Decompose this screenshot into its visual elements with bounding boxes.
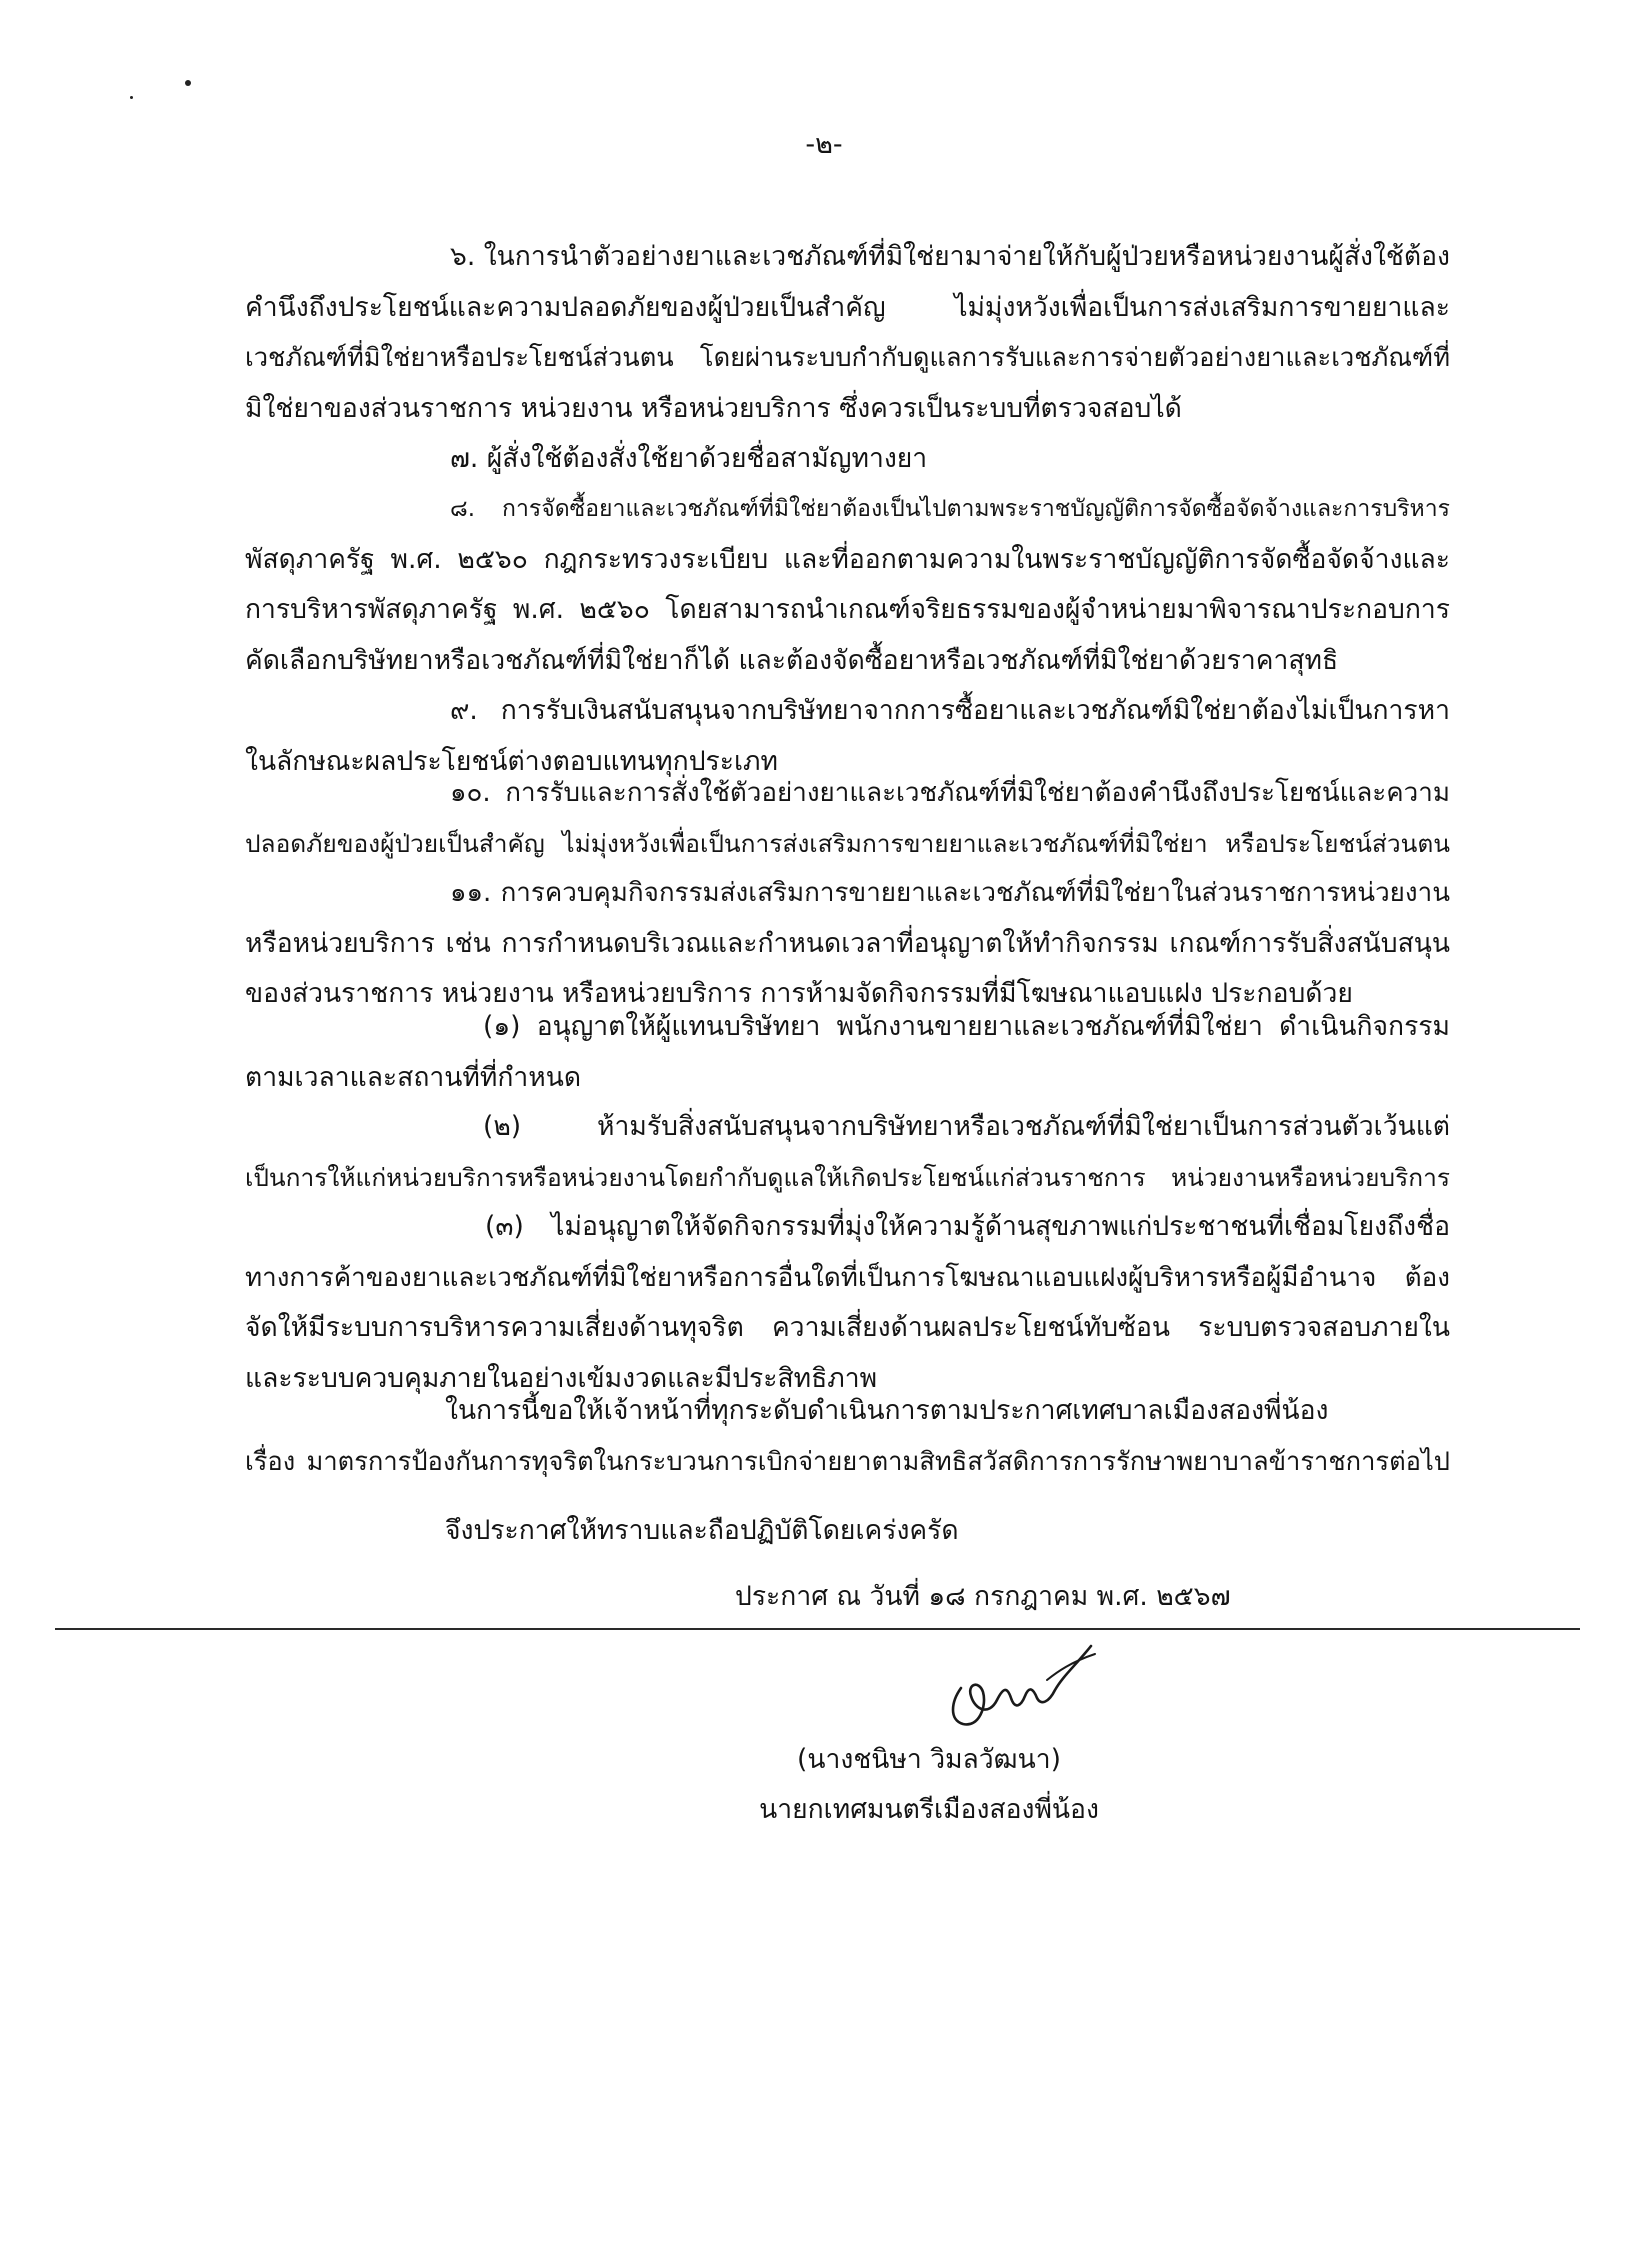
clause-line: การบริหารพัสดุภาครัฐ พ.ศ. ๒๕๖๐ โดยสามารถนำเกณฑ์จริยธรรมของผู้จำหน่ายมาพิจารณาประกอบการ — [245, 594, 1450, 625]
clause-line: ๑๐. การรับและการสั่งใช้ตัวอย่างยาและเวชภัณฑ์ที่มิใช่ยาต้องคำนึงถึงประโยชน์และความ — [450, 778, 1450, 808]
clause-line: (๓) ไม่อนุญาตให้จัดกิจกรรมที่มุ่งให้ความรู้ด้านสุขภาพแก่ประชาชนที่เชื่อมโยงถึงชื่อ — [485, 1211, 1450, 1242]
scan-speck — [185, 80, 191, 86]
clause-11-item-3 — [245, 1202, 1450, 1404]
handwritten-signature — [945, 1640, 1105, 1735]
clause-line: จัดให้มีระบบการบริหารความเสี่ยงด้านทุจริต ความเสี่ยงด้านผลประโยชน์ทับซ้อน ระบบตรวจสอบภายใน — [245, 1312, 1450, 1343]
clause-line: ๑๑. การควบคุมกิจกรรมส่งเสริมการขายยาและเวชภัณฑ์ที่มิใช่ยาในส่วนราชการหน่วยงาน — [450, 878, 1450, 908]
clause-line: หรือหน่วยบริการ เช่น การกำหนดบริเวณและกำหนดเวลาที่อนุญาตให้ทำกิจกรรม เกณฑ์การรับสิ่งสนับสนุน — [245, 927, 1450, 959]
closing-line: จึงประกาศให้ทราบและถือปฏิบัติโดยเคร่งครัด — [445, 1515, 959, 1546]
clause-line: เวชภัณฑ์ที่มิใช่ยาหรือประโยชน์ส่วนตน โดยผ่านระบบกำกับดูแลการรับและการจ่ายตัวอย่างยาและเวชภัณฑ์ที่ — [245, 343, 1450, 373]
announcement-date: ประกาศ ณ วันที่ ๑๘ กรกฎาคม พ.ศ. ๒๕๖๗ — [735, 1581, 1231, 1612]
horizontal-rule — [55, 1628, 1580, 1630]
clause-line: ๙. การรับเงินสนับสนุนจากบริษัทยาจากการซื้อยาและเวชภัณฑ์มิใช่ยาต้องไม่เป็นการหา — [450, 695, 1450, 726]
clause-line: ๘. การจัดซื้อยาและเวชภัณฑ์ที่มิใช่ยาต้องเป็นไปตามพระราชบัญญัติการจัดซื้อจัดจ้างและการบริหาร — [450, 496, 1450, 522]
clause-6 — [245, 232, 1450, 434]
clause-line: ๖. ในการนำตัวอย่างยาและเวชภัณฑ์ที่มิใช่ยามาจ่ายให้กับผู้ป่วยหรือหน่วยงานผู้สั่งใช้ต้อง — [450, 241, 1450, 272]
closing-line: ในการนี้ขอให้เจ้าหน้าที่ทุกระดับดำเนินการตามประกาศเทศบาลเมืองสองพี่น้อง — [445, 1395, 1329, 1426]
clause-line: ในลักษณะผลประโยชน์ต่างตอบแทนทุกประเภท — [245, 745, 778, 777]
closing-announcement — [245, 1506, 1450, 1557]
clause-7 — [245, 434, 1450, 485]
closing-line: เรื่อง มาตรการป้องกันการทุจริตในกระบวนการเบิกจ่ายยาตามสิทธิสวัสดิการการรักษาพยาบาลข้าราชการต่อไป — [245, 1446, 1450, 1477]
clause-line: ทางการค้าของยาและเวชภัณฑ์ที่มิใช่ยาหรือการอื่นใดที่เป็นการโฆษณาแอบแฝงผู้บริหารหรือผู้มีอำนาจ ต้อง — [245, 1262, 1450, 1293]
clause-line: เป็นการให้แก่หน่วยบริการหรือหน่วยงานโดยกำกับดูแลให้เกิดประโยชน์แก่ส่วนราชการ หน่วยงานหรือหน่วยบริการ — [245, 1162, 1450, 1192]
clause-line: (๑) อนุญาตให้ผู้แทนบริษัทยา พนักงานขายยาและเวชภัณฑ์ที่มิใช่ยา ดำเนินกิจกรรม — [483, 1011, 1450, 1042]
signatory-title-text: นายกเทศมนตรีเมืองสองพี่น้อง — [759, 1794, 1099, 1825]
clause-line: (๒) ห้ามรับสิ่งสนับสนุนจากบริษัทยาหรือเวชภัณฑ์ที่มิใช่ยาเป็นการส่วนตัวเว้นแต่ — [483, 1111, 1450, 1142]
signatory-name-text: (นางชนิษา วิมลวัฒนา) — [797, 1744, 1061, 1775]
clause-line: ตามเวลาและสถานที่ที่กำหนด — [245, 1061, 582, 1093]
closing-paragraph — [245, 1386, 1450, 1487]
clause-8 — [245, 484, 1450, 686]
clause-line: ของส่วนราชการ หน่วยงาน หรือหน่วยบริการ การห้ามจัดกิจกรรมที่มีโฆษณาแอบแฝง ประกอบด้วย — [245, 978, 1353, 1009]
clause-line: คำนึงถึงประโยชน์และความปลอดภัยของผู้ป่วยเป็นสำคัญ ไม่มุ่งหวังเพื่อเป็นการส่งเสริมการขายยาและ — [245, 291, 1450, 323]
clause-line: และระบบควบคุมภายในอย่างเข้มงวดและมีประสิทธิภาพ — [245, 1362, 878, 1394]
clause-11-item-1 — [245, 1002, 1450, 1103]
page-number: -๒- — [805, 129, 843, 160]
clause-line: มิใช่ยาของส่วนราชการ หน่วยงาน หรือหน่วยบริการ ซึ่งควรเป็นระบบที่ตรวจสอบได้ — [245, 392, 1182, 424]
clause-10 — [245, 768, 1450, 869]
clause-line: พัสดุภาครัฐ พ.ศ. ๒๕๖๐ กฎกระทรวงระเบียบ และที่ออกตามความในพระราชบัญญัติการจัดซื้อจัดจ้างและ — [245, 543, 1450, 575]
clause-line: ปลอดภัยของผู้ป่วยเป็นสำคัญ ไม่มุ่งหวังเพื่อเป็นการส่งเสริมการขายยาและเวชภัณฑ์ที่มิใช่ยา หรือประโยชน์ส่วนตน — [245, 828, 1450, 858]
clause-11-item-2 — [245, 1102, 1450, 1203]
clause-line: คัดเลือกบริษัทยาหรือเวชภัณฑ์ที่มิใช่ยาก็ได้ และต้องจัดซื้อยาหรือเวชภัณฑ์ที่มิใช่ยาด้วยราคาสุทธิ — [245, 644, 1339, 676]
clause-line: ๗. ผู้สั่งใช้ต้องสั่งใช้ยาด้วยชื่อสามัญทางยา — [450, 443, 928, 474]
scan-speck — [130, 96, 133, 99]
clause-11 — [245, 868, 1450, 1020]
